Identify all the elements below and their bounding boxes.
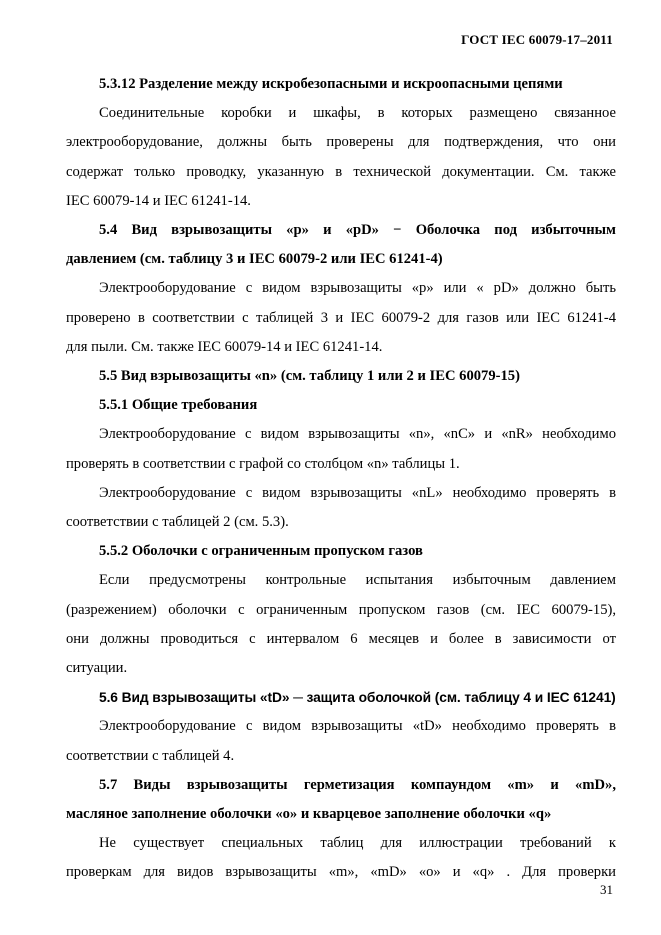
text-line: соответствии с таблицей 2 (см. 5.3). bbox=[66, 514, 289, 531]
heading-line: давлением (см. таблицу 3 и IEC 60079-2 или IEC 61241-4) bbox=[66, 251, 443, 268]
text-line: содержат только проводку, указанную в технической документации. См. также bbox=[66, 163, 616, 180]
section-5-5-1-title: 5.5.1 Общие требования bbox=[99, 397, 258, 414]
section-5-7-body bbox=[66, 829, 616, 887]
text-line: Электрооборудование с видом взрывозащиты «nL» необходимо проверять в bbox=[99, 484, 616, 501]
section-5-6-title: 5.6 Вид взрывозащиты «tD» ─ защита оболочкой (см. таблицу 4 и IEC 61241) bbox=[99, 690, 616, 706]
section-5-5-2-title: 5.5.2 Оболочки с ограниченным пропуском газов bbox=[99, 543, 423, 560]
section-5-6-body bbox=[66, 712, 616, 770]
text-line: Электрооборудование с видом взрывозащиты «tD» необходимо проверять в bbox=[99, 718, 616, 735]
section-5-3-12-body bbox=[66, 99, 616, 216]
text-line: они должны проводиться с интервалом 6 месяцев и более в зависимости от bbox=[66, 630, 616, 647]
document-body bbox=[66, 70, 616, 888]
page-number: 31 bbox=[600, 882, 613, 897]
section-5-4-body bbox=[66, 274, 616, 362]
text-line: проверкам для видов взрывозащиты «m», «mD» «o» и «q» . Для проверки bbox=[66, 864, 616, 881]
text-line: Электрооборудование с видом взрывозащиты «p» или « pD» должно быть bbox=[99, 280, 616, 297]
document-code: ГОСТ IEC 60079-17–2011 bbox=[461, 32, 613, 47]
text-line: (разрежением) оболочки с ограниченным пропуском газов (см. IEC 60079-15), bbox=[66, 601, 616, 618]
text-line: Не существует специальных таблиц для иллюстрации требований к bbox=[99, 835, 616, 852]
text-line: Если предусмотрены контрольные испытания избыточным давлением bbox=[99, 572, 616, 589]
heading-line: масляное заполнение оболочки «o» и кварцевое заполнение оболочки «q» bbox=[66, 806, 552, 823]
heading-line: 5.7 Виды взрывозащиты герметизация компаундом «m» и «mD», bbox=[99, 776, 616, 793]
text-line: Электрооборудование с видом взрывозащиты «n», «nC» и «nR» необходимо bbox=[99, 426, 616, 443]
text-line: электрооборудование, должны быть проверены для подтверждения, что они bbox=[66, 134, 616, 151]
section-5-4-title bbox=[66, 216, 616, 274]
text-line: ситуации. bbox=[66, 660, 128, 677]
section-5-5-1-body-2 bbox=[66, 479, 616, 537]
text-line: IEC 60079-14 и IEC 61241-14. bbox=[66, 192, 251, 209]
text-line: проверено в соответствии с таблицей 3 и IEC 60079-2 для газов или IEC 61241-4 bbox=[66, 309, 616, 326]
text-line: соответствии с таблицей 4. bbox=[66, 747, 235, 764]
section-5-5-title: 5.5 Вид взрывозащиты «n» (см. таблицу 1 или 2 и IEC 60079-15) bbox=[99, 368, 520, 385]
text-line: проверять в соответствии с графой со столбцом «n» таблицы 1. bbox=[66, 455, 460, 472]
text-line: для пыли. См. также IEC 60079-14 и IEC 61241-14. bbox=[66, 338, 383, 355]
section-5-5-2-body bbox=[66, 566, 616, 683]
text-line: Соединительные коробки и шкафы, в которых размещено связанное bbox=[99, 105, 616, 122]
heading-line: 5.4 Вид взрывозащиты «p» и «pD» − Оболочка под избыточным bbox=[99, 222, 616, 239]
section-5-3-12-title: 5.3.12 Разделение между искробезопасными и искроопасными цепями bbox=[99, 76, 563, 92]
section-5-5-1-body-1 bbox=[66, 420, 616, 478]
section-5-7-title bbox=[66, 771, 616, 829]
